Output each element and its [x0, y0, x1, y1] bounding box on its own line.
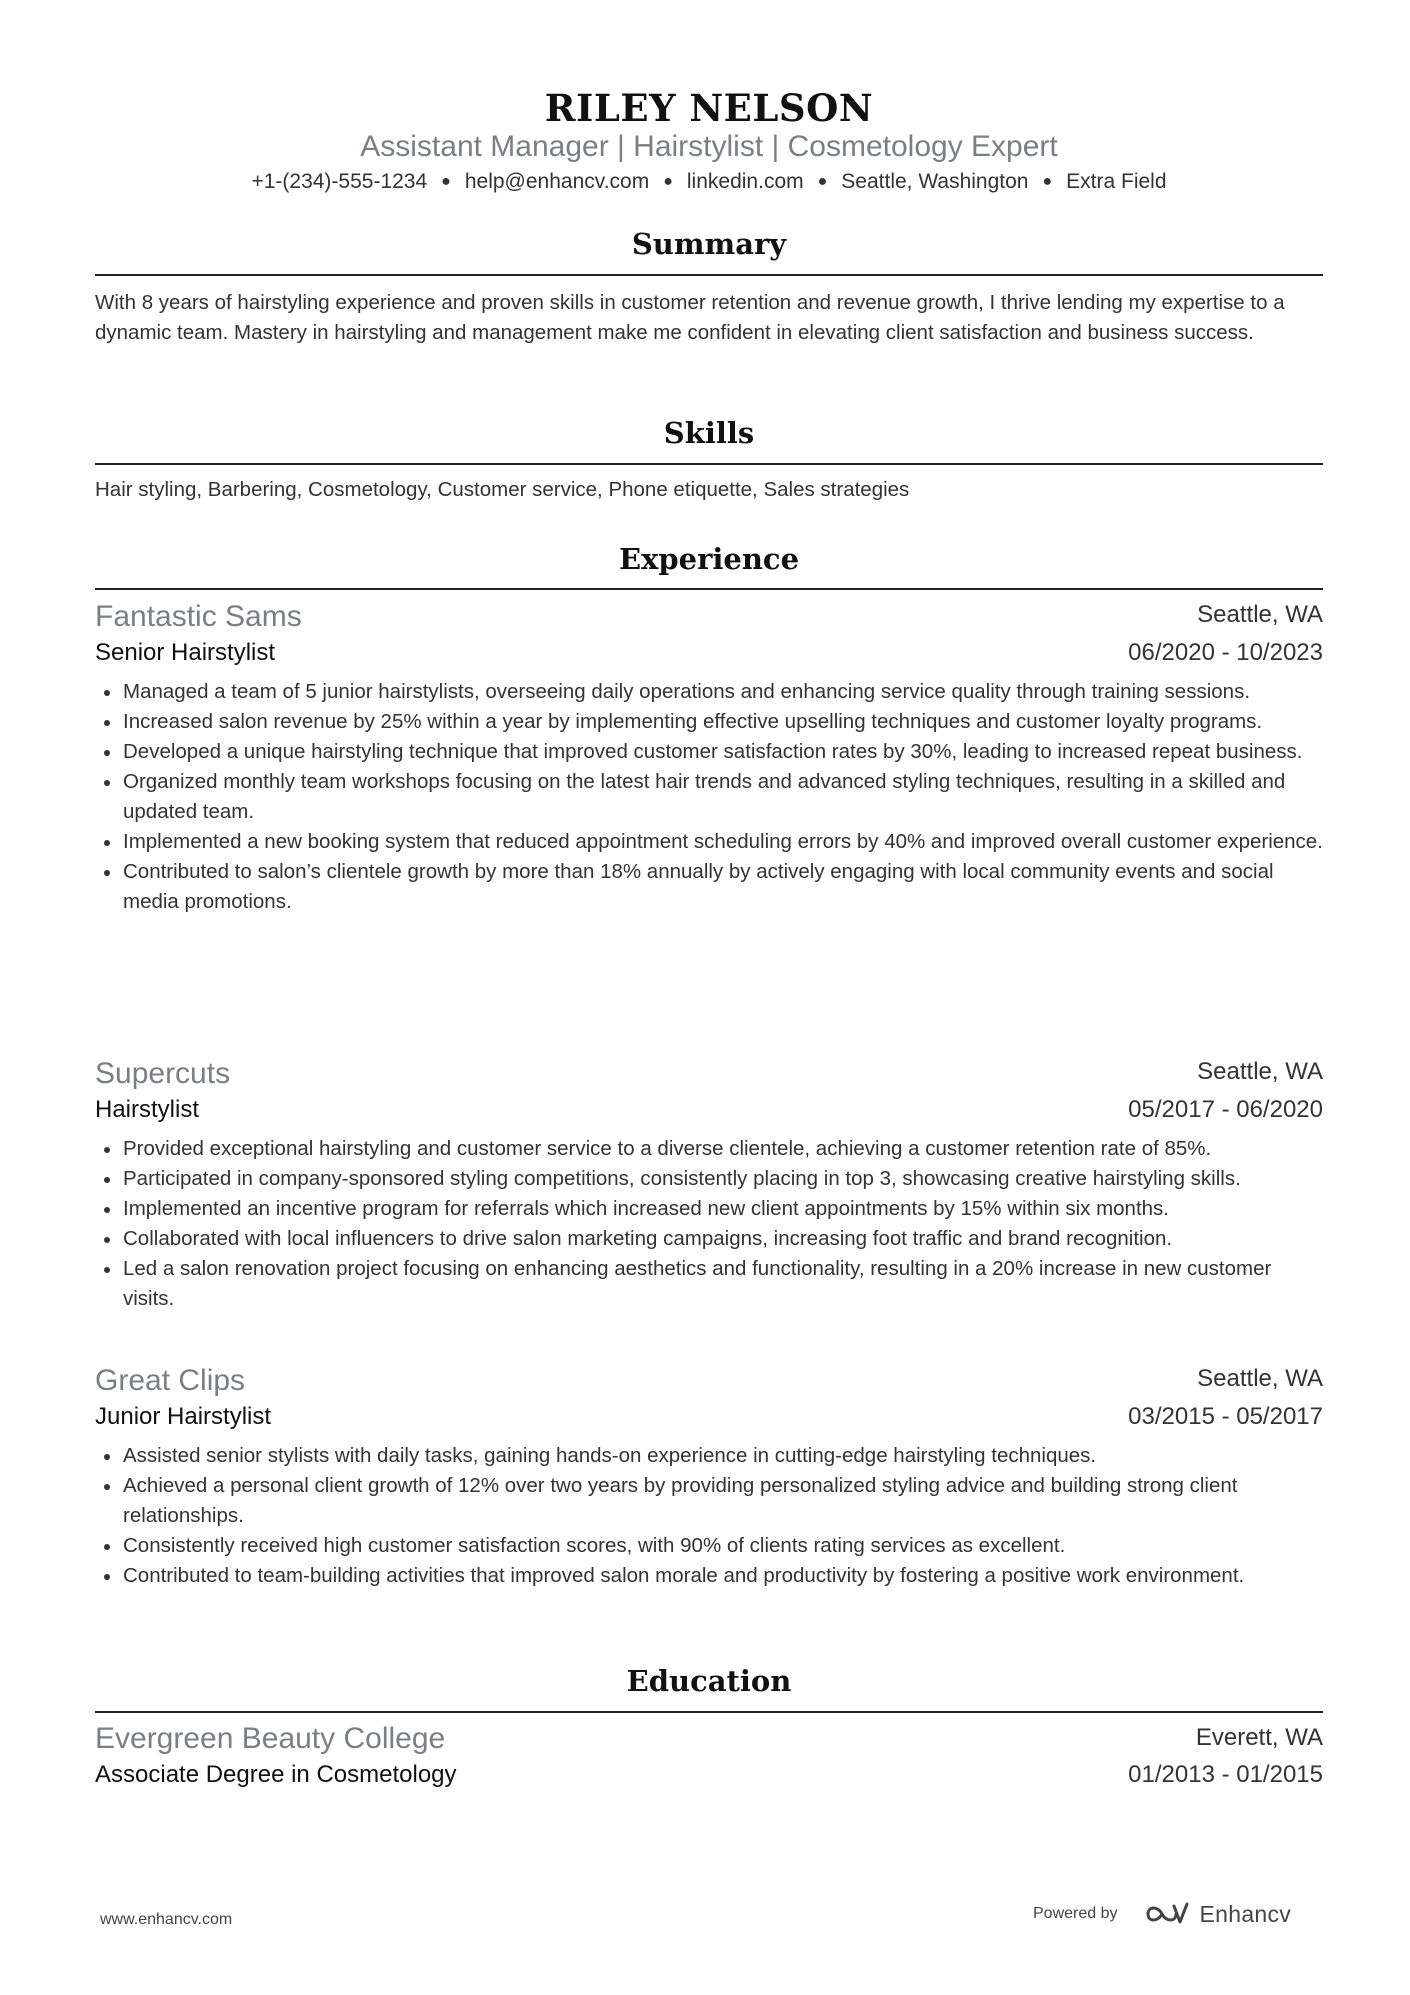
summary-text: With 8 years of hairstyling experience and proven skills in customer retention and revenue growth, I thrive lending my expertise to a dynamic team. Mastery in hairstyling and management make me confident in elevating client satisfaction and business success. [95, 291, 1285, 344]
job-role: Junior Hairstylist [95, 1403, 272, 1430]
experience-heading: Experience [618, 542, 800, 576]
job-dates: 03/2015 - 05/2017 [1128, 1403, 1323, 1430]
candidate-title: Assistant Manager | Hairstylist | Cosmetology Expert [360, 130, 1058, 163]
education-dates: 01/2013 - 01/2015 [1128, 1761, 1323, 1788]
contact-line [95, 170, 1323, 194]
job-bullet: Implemented a new booking system that reduced appointment scheduling errors by 40% and improved overall customer experience. [95, 827, 1323, 857]
education-divider [95, 1711, 1323, 1713]
education-school: Evergreen Beauty College [95, 1722, 446, 1755]
skills-divider [95, 463, 1323, 465]
enhancv-logo-text[interactable]: Enhancv [1199, 1900, 1292, 1927]
footer-website-link[interactable]: www.enhancv.com [100, 1911, 233, 1928]
job-bullet: Led a salon renovation project focusing on enhancing aesthetics and functionality, resulting in a 20% increase in new customer visits. [95, 1254, 1323, 1314]
enhancv-logo-icon [1144, 1900, 1190, 1928]
job-bullet: Collaborated with local influencers to drive salon marketing campaigns, increasing foot traffic and brand recognition. [95, 1224, 1323, 1254]
summary-divider [95, 274, 1323, 276]
job-role: Senior Hairstylist [95, 639, 276, 666]
job-dates: 06/2020 - 10/2023 [1128, 639, 1323, 666]
job-dates: 05/2017 - 06/2020 [1128, 1096, 1323, 1123]
candidate-name: RILEY NELSON [544, 86, 874, 130]
job-bullet: Organized monthly team workshops focusing on the latest hair trends and advanced styling techniques, resulting in a skilled and updated team. [95, 767, 1323, 827]
job-bullet: Achieved a personal client growth of 12% over two years by providing personalized styling advice and building strong client relationships. [95, 1471, 1323, 1531]
education-degree: Associate Degree in Cosmetology [95, 1761, 457, 1788]
job-location: Seattle, WA [1197, 1365, 1323, 1392]
job-bullet: Contributed to team-building activities that improved salon morale and productivity by fostering a positive work environment. [95, 1561, 1323, 1591]
contact-linkedin[interactable]: linkedin.com [686, 170, 804, 193]
job-bullet: Consistently received high customer satisfaction scores, with 90% of clients rating services as excellent. [95, 1531, 1323, 1561]
job-bullet: Developed a unique hairstyling technique that improved customer satisfaction rates by 30%, leading to increased repeat business. [95, 737, 1323, 767]
education-location: Everett, WA [1195, 1724, 1323, 1751]
separator-dot-icon: ● [1042, 173, 1053, 190]
job-company: Great Clips [95, 1364, 246, 1397]
contact-location: Seattle, Washington [841, 170, 1029, 193]
job-location: Seattle, WA [1197, 1058, 1323, 1085]
job-bullet: Provided exceptional hairstyling and customer service to a diverse clientele, achieving a customer retention rate of 85%. [95, 1134, 1323, 1164]
skills-heading: Skills [663, 416, 755, 450]
contact-extra: Extra Field [1066, 170, 1167, 193]
summary-heading: Summary [631, 227, 787, 261]
skills-text: Hair styling, Barbering, Cosmetology, Customer service, Phone etiquette, Sales strategies [95, 478, 910, 501]
job-bullets [95, 677, 1323, 917]
job-bullet: Implemented an incentive program for referrals which increased new client appointments by 15% within six months. [95, 1194, 1323, 1224]
education-heading: Education [626, 1664, 792, 1698]
job-location: Seattle, WA [1197, 601, 1323, 628]
job-bullet: Increased salon revenue by 25% within a year by implementing effective upselling techniques and customer loyalty programs. [95, 707, 1323, 737]
powered-by-label: Powered by [1033, 1905, 1118, 1922]
job-company: Fantastic Sams [95, 600, 302, 633]
job-bullet: Assisted senior stylists with daily tasks, gaining hands-on experience in cutting-edge hairstyling techniques. [95, 1441, 1323, 1471]
job-bullet: Managed a team of 5 junior hairstylists, overseeing daily operations and enhancing service quality through training sessions. [95, 677, 1323, 707]
job-bullet: Participated in company-sponsored styling competitions, consistently placing in top 3, showcasing creative hairstyling skills. [95, 1164, 1323, 1194]
separator-dot-icon: ● [817, 173, 828, 190]
job-company: Supercuts [95, 1057, 231, 1090]
separator-dot-icon: ● [441, 173, 451, 190]
contact-phone: +1-(234)-555-1234 [251, 170, 428, 193]
job-bullets [95, 1134, 1323, 1314]
job-role: Hairstylist [95, 1096, 200, 1123]
experience-divider [95, 588, 1323, 590]
separator-dot-icon: ● [663, 173, 673, 190]
footer-branding [1033, 1900, 1291, 1928]
job-bullets [95, 1441, 1323, 1591]
job-bullet: Contributed to salon’s clientele growth by more than 18% annually by actively engaging with local community events and social media promotions. [95, 857, 1323, 917]
contact-email[interactable]: help@enhancv.com [464, 170, 650, 193]
